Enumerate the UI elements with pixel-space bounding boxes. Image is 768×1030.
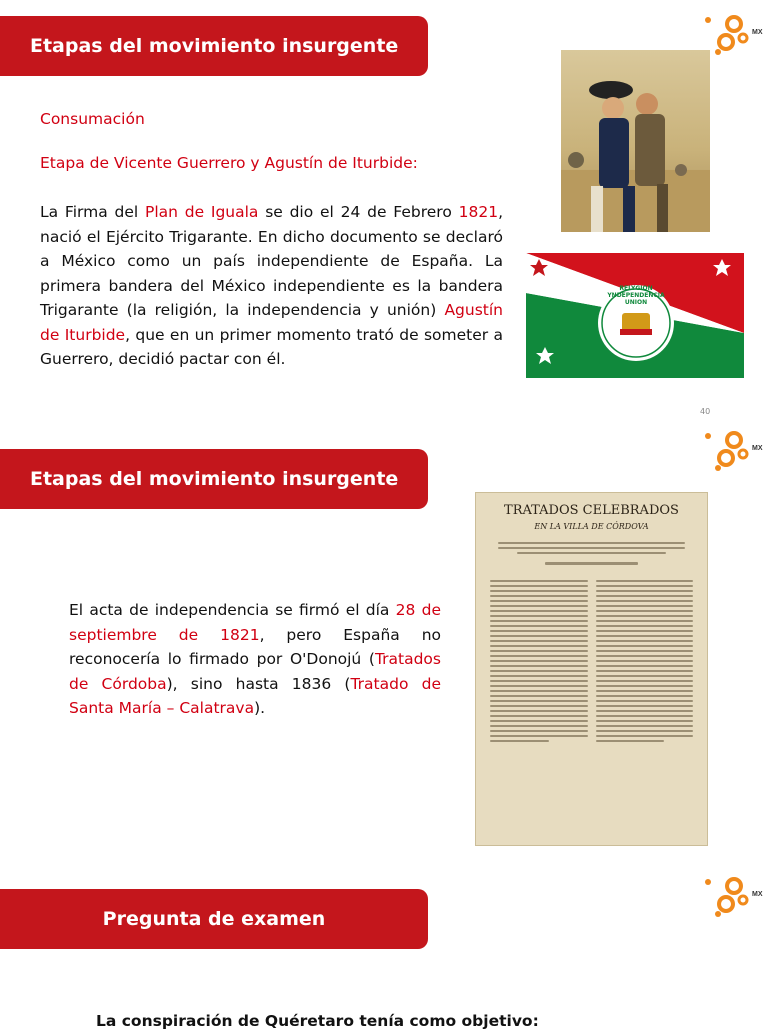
paragraph-text: , que en un primer momento trató de someter a Guerrero, decidió pactar con él. [40,325,503,368]
svg-text:MX: MX [752,445,763,452]
exam-question: La conspiración de Quéretaro tenía como objetivo: [96,1012,539,1030]
gears-logo-icon [700,872,763,920]
paragraph-plan-iguala [40,200,503,372]
paragraph-text: , nació el Ejército Trigarante. En dicho documento se declaró a México como un país independiente de España. La primera bandera del México independiente es la bandera Trigarante (la religión, la independencia y unión) [40,203,503,319]
paragraph-text: El acta de independencia se firmó el día [69,601,396,619]
section-subtitle: Consumación [40,110,145,128]
page-number: 40 [700,407,711,416]
highlighted-term: Tratados de Córdoba [69,650,441,693]
section-banner [0,889,428,949]
tratados-document-image [475,492,708,846]
paragraph-text: se dio el 24 de Febrero [258,203,459,221]
trigarante-flag [526,253,744,378]
svg-text:MX: MX [752,29,763,36]
banner-title: Etapas del movimiento insurgente [30,468,399,490]
highlighted-term: Plan de Iguala [144,203,259,221]
document-title: TRATADOS CELEBRADOS [504,503,679,518]
banner-title: Etapas del movimiento insurgente [30,35,399,57]
paragraph-text: , pero España no reconocería lo firmado por O'Donojú ( [69,625,441,668]
document-subtitle: EN LA VILLA DE CÓRDOVA [534,522,649,531]
gears-logo-icon [700,426,763,474]
highlighted-term: Tratado de Santa María – Calatrava [69,674,441,717]
section-banner [0,449,428,509]
historical-painting [561,50,710,232]
banner-title: Pregunta de examen [102,908,326,930]
section-heading: Etapa de Vicente Guerrero y Agustín de Iturbide: [40,154,418,172]
highlighted-term: 28 de septiembre de 1821 [69,601,441,644]
document-header-lines [476,531,707,565]
paragraph-text: ). [254,699,266,717]
paragraph-acta-independencia [69,598,441,721]
paragraph-text: La Firma del [40,203,145,221]
flag-motto: RELYGION YNDEPENDENCIA UNION [607,285,665,306]
highlighted-term: Agustín de Iturbide [40,301,503,344]
svg-text:MX: MX [752,891,763,898]
paragraph-text: ), sino hasta 1836 ( [166,674,351,693]
section-banner [0,16,428,76]
document-body-columns [476,573,707,749]
highlighted-term: 1821 [458,203,499,221]
